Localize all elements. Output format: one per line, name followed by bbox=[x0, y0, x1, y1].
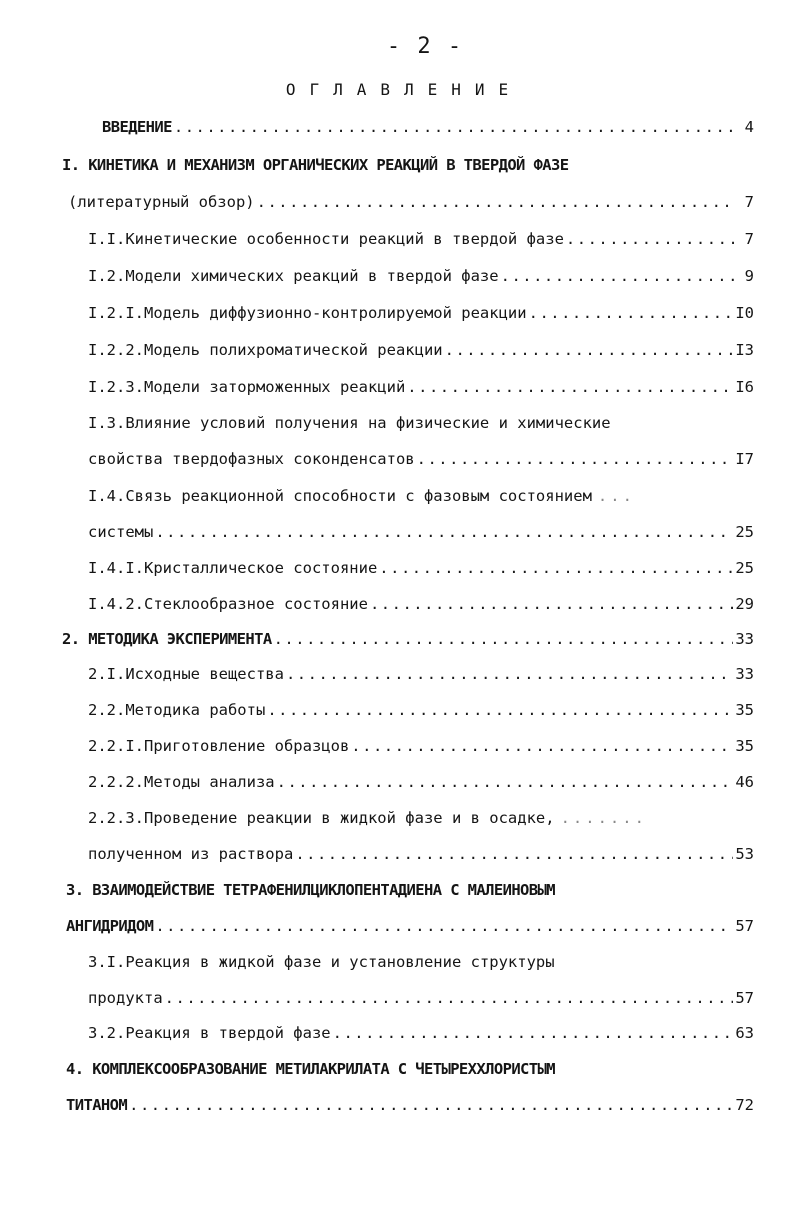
toc-entry-chapter-3[interactable] bbox=[66, 881, 754, 907]
toc-entry-label: 2.I.Исходные вещества bbox=[88, 665, 284, 683]
toc-entry-2-2[interactable] bbox=[88, 701, 754, 727]
toc-entry-page: 25 bbox=[735, 559, 754, 577]
toc-entry-label: 2.2.3.Проведение реакции в жидкой фазе и в осадке, bbox=[88, 809, 555, 827]
toc-entry-label: 3.I.Реакция в жидкой фазе и установление структуры bbox=[88, 953, 555, 971]
toc-entry-label: I.4.Связь реакционной способности с фазовым состоянием bbox=[88, 487, 592, 505]
dot-leader bbox=[566, 230, 734, 248]
toc-entry-2-2-1[interactable] bbox=[88, 737, 754, 763]
toc-entry-label: 4. КОМПЛЕКСООБРАЗОВАНИЕ МЕТИЛАКРИЛАТА С ЧЕТЫРЕХХЛОРИСТЫМ bbox=[66, 1060, 555, 1078]
toc-entry-label: ТИТАНОМ bbox=[66, 1096, 128, 1114]
toc-entry-label: 2. МЕТОДИКА ЭКСПЕРИМЕНТА bbox=[62, 630, 272, 648]
dot-leader bbox=[295, 845, 733, 863]
dot-leader bbox=[407, 378, 733, 396]
toc-entry-label: 2.2.I.Приготовление образцов bbox=[88, 737, 350, 755]
dot-leader bbox=[417, 450, 734, 468]
toc-entry-2-2-2[interactable] bbox=[88, 773, 754, 799]
toc-entry-page: 9 bbox=[744, 267, 754, 285]
toc-entry-chapter-1[interactable] bbox=[62, 156, 754, 182]
toc-entry-chapter-4-cont[interactable] bbox=[66, 1096, 754, 1122]
toc-entry-1-2-3[interactable] bbox=[88, 378, 754, 404]
dot-leader bbox=[529, 304, 734, 322]
trailing-dots: ... bbox=[597, 487, 635, 505]
dot-leader bbox=[501, 267, 734, 285]
toc-entry-label: I.4.I.Кристаллическое состояние bbox=[88, 559, 378, 577]
toc-entry-page: 33 bbox=[735, 665, 754, 683]
toc-entry-label: I.2.3.Модели заторможенных реакций bbox=[88, 378, 406, 396]
toc-entry-2-2-3-cont[interactable] bbox=[88, 845, 754, 871]
page-number: - 2 - bbox=[386, 34, 464, 59]
toc-entry-label: 3. ВЗАИМОДЕЙСТВИЕ ТЕТРАФЕНИЛЦИКЛОПЕНТАДИЕНА С МАЛЕИНОВЫМ bbox=[66, 881, 555, 899]
dot-leader bbox=[370, 595, 733, 613]
toc-entry-page: 29 bbox=[735, 595, 754, 613]
toc-entry-3-2[interactable] bbox=[88, 1024, 754, 1050]
toc-entry-1-3[interactable] bbox=[88, 414, 754, 440]
toc-entry-page: 33 bbox=[735, 630, 754, 648]
toc-entry-page: 25 bbox=[735, 523, 754, 541]
toc-entry-label: I.2.I.Модель диффузионно-контролируемой реакции bbox=[88, 304, 527, 322]
dot-leader bbox=[129, 1096, 733, 1114]
toc-entry-label: (литературный обзор) bbox=[68, 193, 255, 211]
toc-entry-page: I3 bbox=[735, 341, 754, 359]
trailing-dots: ....... bbox=[560, 809, 647, 827]
toc-entry-page: 7 bbox=[744, 193, 754, 211]
toc-entry-page: 35 bbox=[735, 737, 754, 755]
toc-entry-label: полученном из раствора bbox=[88, 845, 294, 863]
dot-leader bbox=[257, 193, 734, 211]
toc-entry-page: 57 bbox=[735, 917, 754, 935]
toc-entry-introduction[interactable] bbox=[102, 118, 754, 144]
toc-title: ОГЛАВЛЕНИЕ bbox=[285, 80, 523, 99]
toc-entry-page: I6 bbox=[735, 378, 754, 396]
dot-leader bbox=[165, 989, 734, 1007]
toc-entry-label: 2.2.Методика работы bbox=[88, 701, 266, 719]
toc-entry-page: I0 bbox=[735, 304, 754, 322]
toc-entry-label: I.4.2.Стеклообразное состояние bbox=[88, 595, 368, 613]
toc-entry-chapter-3-cont[interactable] bbox=[66, 917, 754, 943]
toc-entry-1-4[interactable] bbox=[88, 487, 754, 513]
toc-entry-1-1[interactable] bbox=[88, 230, 754, 256]
toc-entry-label: I.I.Кинетические особенности реакций в твердой фазе bbox=[88, 230, 564, 248]
dot-leader bbox=[351, 737, 733, 755]
dot-leader bbox=[174, 118, 734, 136]
toc-entry-label: I.2.Модели химических реакций в твердой фазе bbox=[88, 267, 499, 285]
toc-entry-label: I. КИНЕТИКА И МЕХАНИЗМ ОРГАНИЧЕСКИХ РЕАКЦИЙ В ТВЕРДОЙ ФАЗЕ bbox=[62, 156, 569, 174]
dot-leader bbox=[445, 341, 734, 359]
toc-entry-label: системы bbox=[88, 523, 154, 541]
dot-leader bbox=[277, 773, 734, 791]
toc-entry-page: 46 bbox=[735, 773, 754, 791]
toc-entry-1-4-1[interactable] bbox=[88, 559, 754, 585]
toc-entry-chapter-2[interactable] bbox=[62, 630, 754, 656]
toc-entry-3-1[interactable] bbox=[88, 953, 754, 979]
toc-entry-1-2-2[interactable] bbox=[88, 341, 754, 367]
toc-entry-page: 4 bbox=[744, 118, 754, 136]
toc-entry-page: 53 bbox=[735, 845, 754, 863]
toc-entry-1-4-cont[interactable] bbox=[88, 523, 754, 549]
dot-leader bbox=[333, 1024, 734, 1042]
toc-entry-1-4-2[interactable] bbox=[88, 595, 754, 621]
toc-entry-page: 35 bbox=[735, 701, 754, 719]
toc-entry-label: ВВЕДЕНИЕ bbox=[102, 118, 172, 136]
toc-entry-page: 72 bbox=[735, 1096, 754, 1114]
dot-leader bbox=[286, 665, 733, 683]
dot-leader bbox=[155, 917, 733, 935]
toc-entry-chapter-1-cont[interactable] bbox=[68, 193, 754, 219]
toc-entry-page: 63 bbox=[735, 1024, 754, 1042]
toc-entry-label: I.3.Влияние условий получения на физические и химические bbox=[88, 414, 611, 432]
toc-entry-page: 7 bbox=[744, 230, 754, 248]
toc-entry-1-3-cont[interactable] bbox=[88, 450, 754, 476]
toc-entry-2-1[interactable] bbox=[88, 665, 754, 691]
dot-leader bbox=[155, 523, 733, 541]
toc-entry-1-2-1[interactable] bbox=[88, 304, 754, 330]
toc-entry-2-2-3[interactable] bbox=[88, 809, 754, 835]
toc-entry-label: 2.2.2.Методы анализа bbox=[88, 773, 275, 791]
dot-leader bbox=[267, 701, 733, 719]
toc-entry-3-1-cont[interactable] bbox=[88, 989, 754, 1015]
toc-entry-chapter-4[interactable] bbox=[66, 1060, 754, 1086]
toc-entry-label: продукта bbox=[88, 989, 163, 1007]
toc-entry-label: 3.2.Реакция в твердой фазе bbox=[88, 1024, 331, 1042]
toc-entry-label: АНГИДРИДОМ bbox=[66, 917, 154, 935]
dot-leader bbox=[274, 630, 734, 648]
toc-entry-page: 57 bbox=[735, 989, 754, 1007]
toc-entry-label: I.2.2.Модель полихроматической реакции bbox=[88, 341, 443, 359]
toc-entry-page: I7 bbox=[735, 450, 754, 468]
toc-entry-1-2[interactable] bbox=[88, 267, 754, 293]
toc-entry-label: свойства твердофазных соконденсатов bbox=[88, 450, 415, 468]
dot-leader bbox=[379, 559, 733, 577]
